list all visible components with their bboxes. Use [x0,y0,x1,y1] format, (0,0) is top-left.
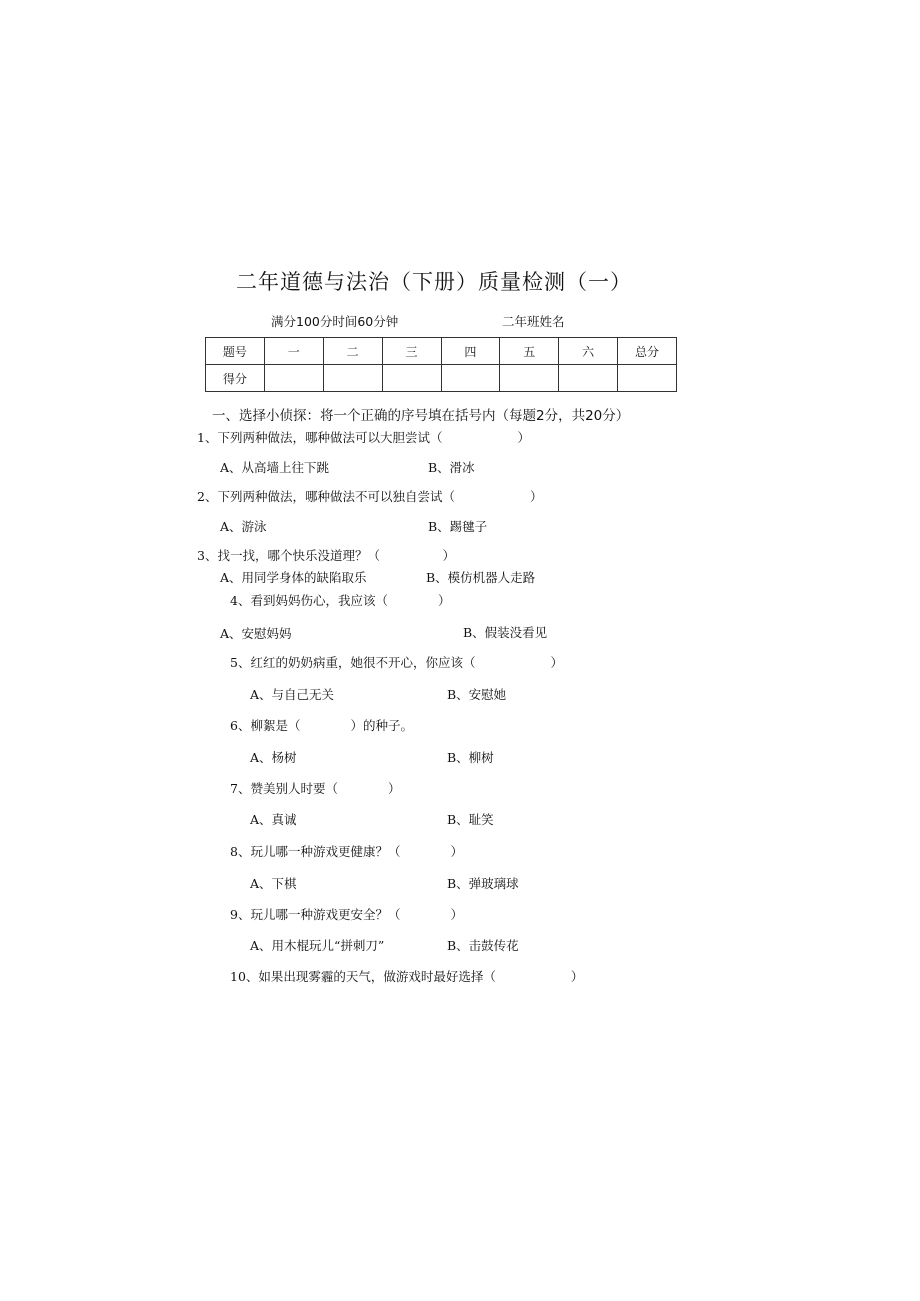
score-cell[interactable] [559,365,618,392]
question-10: 10、如果出现雾霾的天气，做游戏时最好选择（ ） [230,969,584,984]
option-a: A、杨树 [250,750,297,765]
question-6: 6、柳絮是（ ）的种子。 [230,718,413,733]
page-title: 二年道德与法治（下册）质量检测（一） [236,270,632,294]
header-cell: 题号 [206,338,265,365]
score-cell[interactable] [500,365,559,392]
header-cell: 总分 [618,338,677,365]
option-a: A、用木棍玩儿“拼刺刀” [250,938,385,953]
score-cell[interactable] [441,365,500,392]
score-table-header-row [206,338,677,365]
option-b: B、耻笑 [447,812,494,827]
question-7: 7、赞美别人时要（ ） [230,781,401,796]
score-cell[interactable] [618,365,677,392]
option-b: B、滑冰 [428,460,475,475]
option-a: A、真诚 [250,812,297,827]
option-a: A、游泳 [220,519,267,534]
score-cell[interactable] [382,365,441,392]
option-b: B、假装没看见 [463,625,548,640]
header-cell: 三 [382,338,441,365]
option-a: A、与自己无关 [250,687,335,702]
option-a: A、下棋 [250,876,297,891]
score-cell[interactable] [323,365,382,392]
option-b: B、踢毽子 [428,519,488,534]
question-4: 4、看到妈妈伤心，我应该（ ） [230,593,451,608]
row-label-cell: 得分 [206,365,265,392]
option-b: B、击鼓传花 [447,938,519,953]
question-9: 9、玩儿哪一种游戏更安全？（ ） [230,907,463,922]
header-cell: 一 [264,338,323,365]
header-cell: 四 [441,338,500,365]
header-cell: 二 [323,338,382,365]
header-cell: 五 [500,338,559,365]
score-cell[interactable] [264,365,323,392]
option-b: B、模仿机器人走路 [426,570,536,585]
question-2: 2、下列两种做法，哪种做法不可以独自尝试（ ） [197,489,543,504]
question-1: 1、下列两种做法，哪种做法可以大胆尝试（ ） [197,430,530,445]
score-table [205,337,677,392]
option-a: A、用同学身体的缺陷取乐 [220,570,367,585]
score-table-score-row [206,365,677,392]
option-b: B、柳树 [447,750,494,765]
score-time-info: 满分100分时间60分钟 [271,314,399,329]
option-a: A、从高墙上往下跳 [220,460,330,475]
option-a: A、安慰妈妈 [220,626,292,641]
question-5: 5、红红的奶奶病重，她很不开心，你应该（ ） [230,655,563,670]
question-8: 8、玩儿哪一种游戏更健康？（ ） [230,844,463,859]
question-3: 3、找一找，哪个快乐没道理？（ ） [197,548,455,563]
option-b: B、弹玻璃球 [447,876,519,891]
option-b: B、安慰她 [447,687,507,702]
header-cell: 六 [559,338,618,365]
section-heading: 一、选择小侦探：将一个正确的序号填在括号内（每题2分，共20分） [212,408,630,424]
class-name-field: 二年班姓名 [502,314,565,329]
